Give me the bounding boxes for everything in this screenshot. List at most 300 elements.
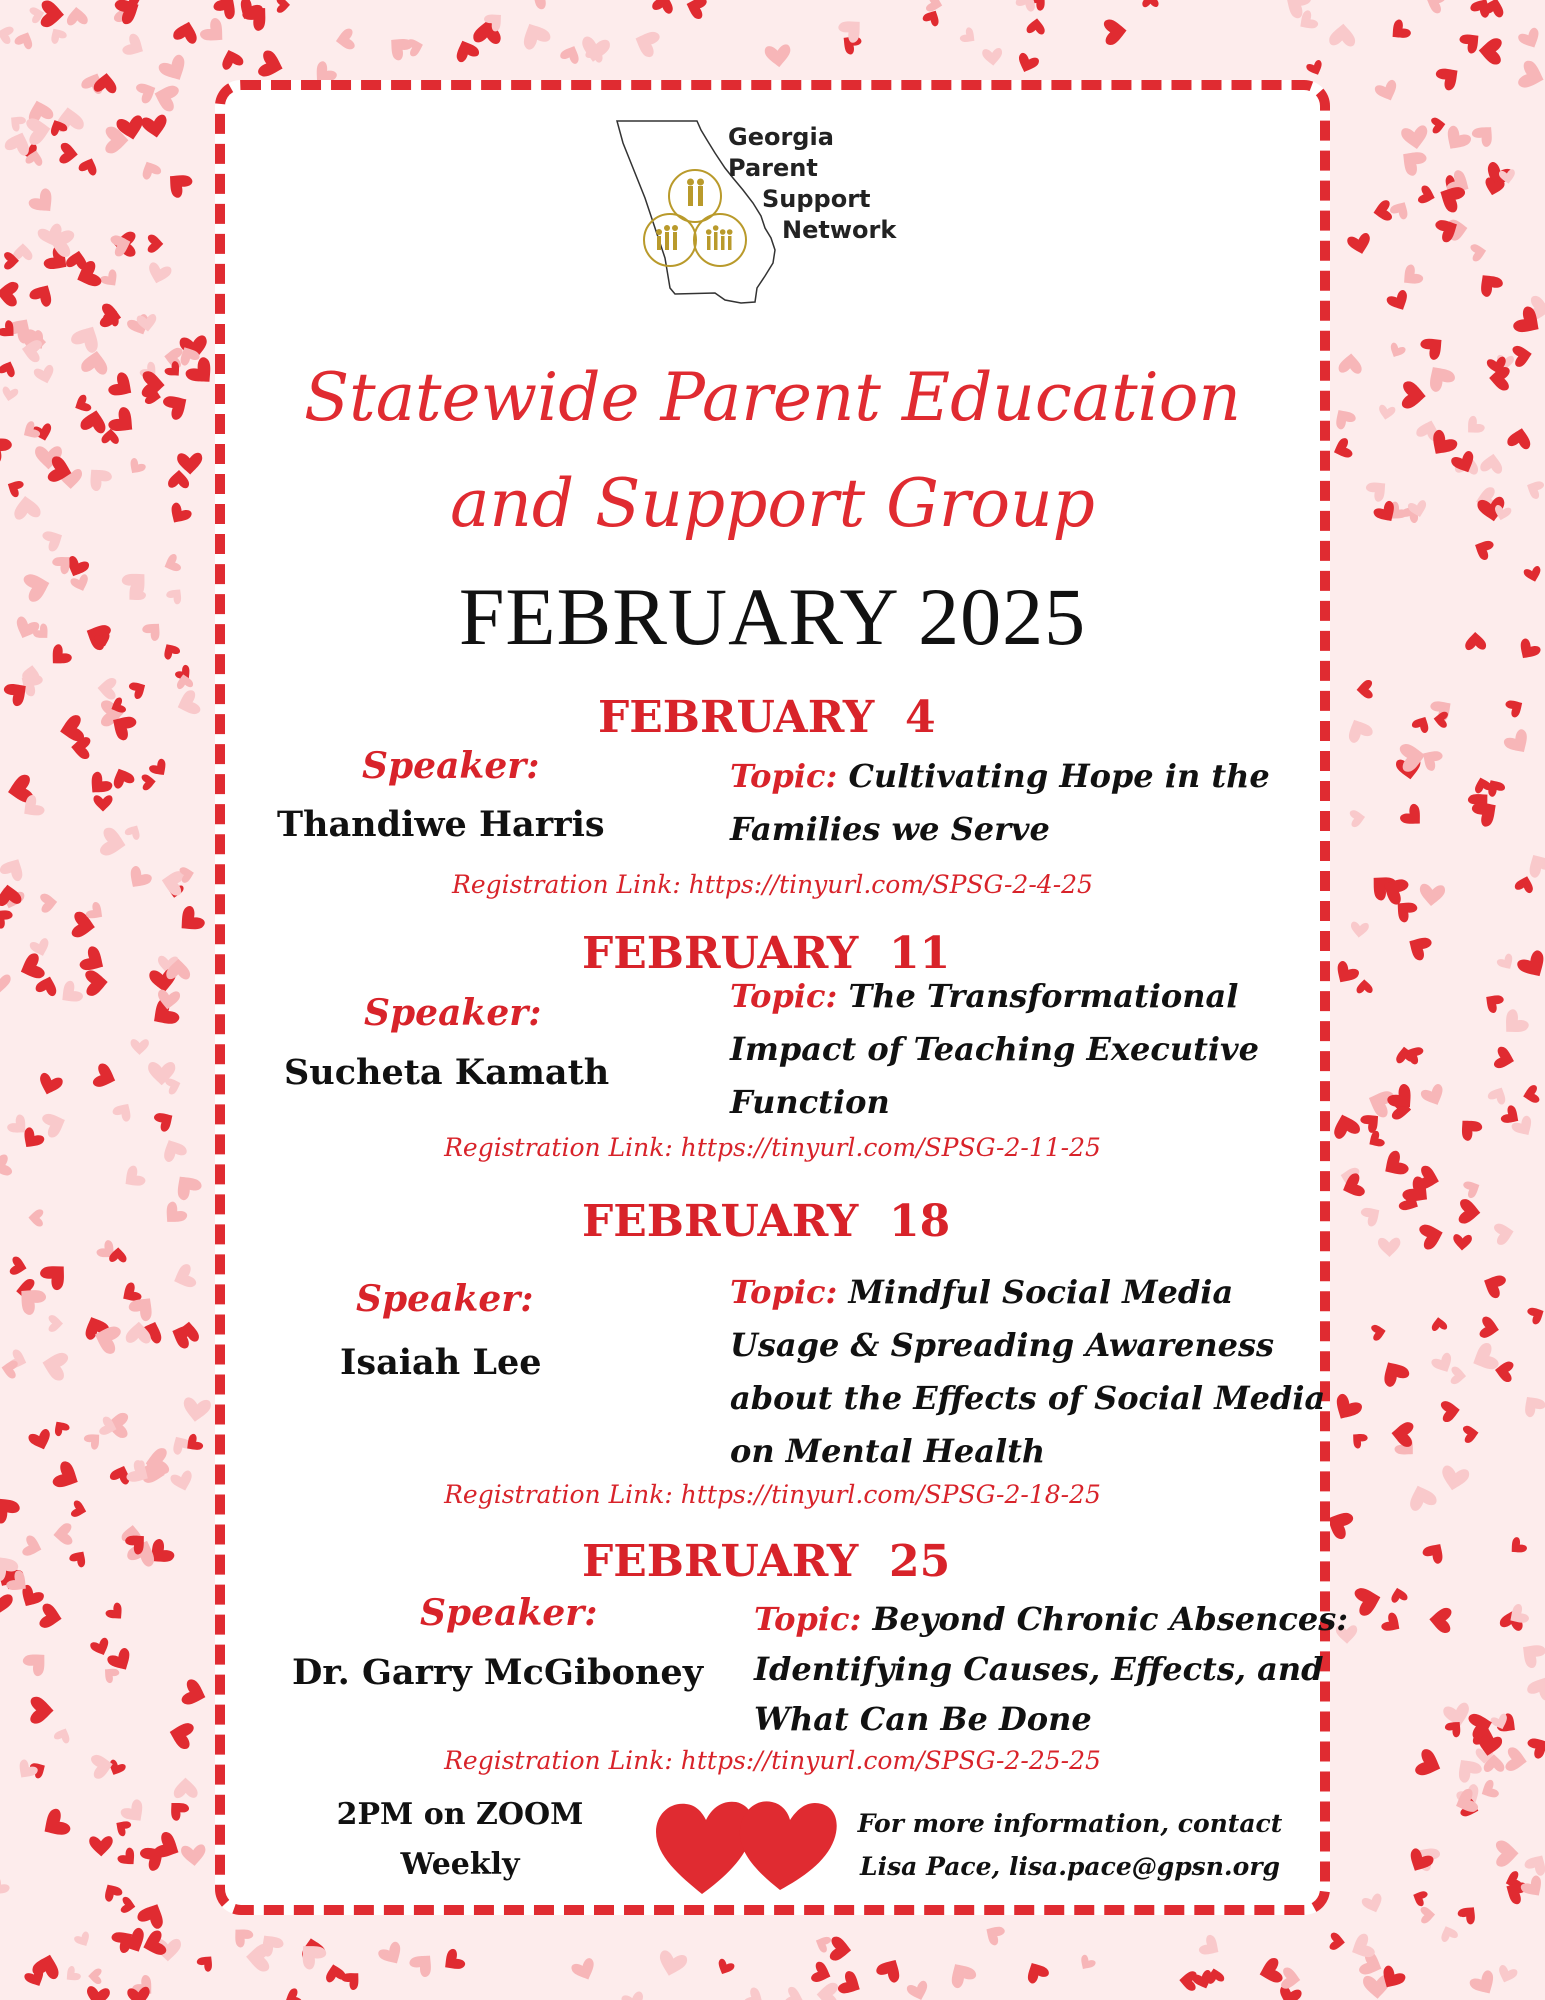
- confetti-heart-icon: [1399, 741, 1427, 772]
- confetti-heart-icon: [408, 1948, 439, 1979]
- confetti-heart-icon: [13, 1758, 39, 1783]
- confetti-heart-icon: [80, 349, 109, 375]
- speaker-name: Sucheta Kamath: [284, 1052, 610, 1093]
- confetti-heart-icon: [1515, 949, 1545, 984]
- org-name-line: Network: [782, 216, 897, 244]
- confetti-heart-icon: [1468, 1969, 1500, 2000]
- confetti-heart-icon: [1526, 1733, 1545, 1760]
- confetti-heart-icon: [1420, 1906, 1435, 1923]
- confetti-heart-icon: [1440, 1399, 1461, 1422]
- confetti-heart-icon: [277, 0, 291, 13]
- confetti-heart-icon: [124, 822, 144, 841]
- confetti-heart-icon: [1462, 415, 1486, 439]
- confetti-heart-icon: [1456, 1901, 1481, 1925]
- confetti-heart-icon: [559, 42, 583, 64]
- confetti-heart-icon: [1505, 1747, 1529, 1774]
- confetti-heart-icon: [19, 420, 41, 443]
- confetti-heart-icon: [1430, 1316, 1447, 1331]
- confetti-heart-icon: [141, 114, 170, 140]
- confetti-heart-icon: [1356, 680, 1373, 699]
- confetti-heart-icon: [1422, 360, 1457, 394]
- confetti-heart-icon: [55, 979, 84, 1009]
- confetti-heart-icon: [172, 19, 200, 45]
- confetti-heart-icon: [228, 1923, 254, 1949]
- confetti-heart-icon: [9, 1256, 28, 1277]
- confetti-heart-icon: [39, 1349, 69, 1382]
- confetti-heart-icon: [683, 0, 707, 20]
- confetti-heart-icon: [174, 689, 202, 719]
- confetti-heart-icon: [1434, 61, 1464, 92]
- confetti-heart-icon: [1354, 1584, 1384, 1617]
- confetti-heart-icon: [837, 13, 868, 44]
- confetti-heart-icon: [85, 969, 109, 996]
- topic-line: Beyond Chronic Absences:: [872, 1600, 1349, 1638]
- confetti-heart-icon: [23, 570, 54, 603]
- confetti-heart-icon: [631, 26, 661, 58]
- confetti-heart-icon: [0, 24, 14, 45]
- confetti-heart-icon: [198, 16, 230, 49]
- confetti-heart-icon: [53, 1523, 73, 1546]
- session-date: FEBRUARY 11: [582, 928, 951, 979]
- speaker-label: Speaker:: [362, 745, 540, 787]
- confetti-heart-icon: [93, 795, 112, 811]
- confetti-heart-icon: [1440, 124, 1473, 156]
- confetti-heart-icon: [656, 1949, 689, 1979]
- confetti-heart-icon: [1458, 1199, 1481, 1225]
- confetti-heart-icon: [816, 1982, 838, 2000]
- meeting-time-line: 2PM on ZOOM: [336, 1797, 584, 1832]
- confetti-heart-icon: [130, 1039, 149, 1055]
- session-date: FEBRUARY 18: [582, 1196, 951, 1247]
- confetti-heart-icon: [40, 892, 58, 913]
- confetti-heart-icon: [829, 1936, 852, 1962]
- confetti-heart-icon: [1331, 437, 1354, 462]
- confetti-heart-icon: [1378, 1238, 1401, 1258]
- confetti-heart-icon: [1470, 242, 1488, 262]
- confetti-heart-icon: [161, 553, 182, 575]
- confetti-heart-icon: [1343, 715, 1374, 745]
- confetti-heart-icon: [1453, 1234, 1472, 1251]
- organization-name: [728, 122, 896, 246]
- confetti-heart-icon: [1, 386, 19, 403]
- confetti-heart-icon: [82, 462, 113, 493]
- confetti-heart-icon: [21, 1646, 53, 1678]
- confetti-heart-icon: [153, 1107, 178, 1133]
- confetti-heart-icon: [1479, 1270, 1507, 1300]
- confetti-heart-icon: [982, 48, 1003, 67]
- confetti-heart-icon: [47, 24, 68, 45]
- confetti-heart-icon: [80, 408, 109, 434]
- confetti-heart-icon: [1517, 59, 1545, 92]
- session-topic: [730, 970, 1259, 1129]
- confetti-heart-icon: [1103, 18, 1127, 46]
- confetti-heart-icon: [1371, 1323, 1387, 1341]
- topic-line: Function: [730, 1083, 890, 1121]
- confetti-heart-icon: [1377, 404, 1396, 421]
- confetti-heart-icon: [1487, 1084, 1510, 1106]
- confetti-heart-icon: [1418, 1220, 1446, 1250]
- topic-line: on Mental Health: [730, 1432, 1046, 1470]
- confetti-heart-icon: [141, 617, 166, 642]
- confetti-heart-icon: [90, 1752, 114, 1779]
- confetti-heart-icon: [1493, 1221, 1515, 1246]
- confetti-heart-icon: [119, 1164, 147, 1193]
- confetti-heart-icon: [41, 1109, 69, 1139]
- confetti-heart-icon: [62, 1965, 82, 1985]
- confetti-heart-icon: [116, 1846, 140, 1870]
- confetti-heart-icon: [0, 280, 19, 307]
- confetti-heart-icon: [1496, 953, 1517, 974]
- confetti-heart-icon: [21, 1535, 44, 1560]
- confetti-heart-icon: [181, 1397, 211, 1424]
- confetti-heart-icon: [41, 0, 65, 28]
- confetti-heart-icon: [112, 1816, 132, 1837]
- confetti-heart-icon: [1402, 381, 1427, 410]
- confetti-heart-icon: [981, 1921, 1006, 1947]
- confetti-heart-icon: [141, 773, 156, 790]
- confetti-heart-icon: [1142, 0, 1158, 7]
- confetti-heart-icon: [159, 640, 181, 661]
- contact-line: For more information, contact: [857, 1809, 1283, 1838]
- confetti-heart-icon: [125, 457, 146, 478]
- confetti-heart-icon: [33, 364, 57, 386]
- confetti-heart-icon: [743, 1986, 768, 2000]
- session-topic: [730, 750, 1270, 856]
- confetti-heart-icon: [1438, 1923, 1459, 1943]
- confetti-heart-icon: [165, 584, 186, 605]
- confetti-heart-icon: [944, 1957, 978, 1990]
- confetti-heart-icon: [526, 0, 555, 11]
- confetti-heart-icon: [85, 1986, 110, 2000]
- confetti-heart-icon: [1454, 1113, 1483, 1142]
- confetti-heart-icon: [1356, 979, 1373, 993]
- confetti-heart-icon: [169, 1470, 195, 1494]
- confetti-heart-icon: [1478, 37, 1502, 64]
- confetti-heart-icon: [1428, 1607, 1451, 1634]
- confetti-heart-icon: [181, 1844, 207, 1867]
- confetti-heart-icon: [1026, 17, 1046, 35]
- confetti-heart-icon: [1361, 1893, 1386, 1916]
- confetti-heart-icon: [651, 0, 676, 15]
- confetti-heart-icon: [906, 1980, 931, 2000]
- confetti-heart-icon: [27, 187, 60, 219]
- confetti-heart-icon: [68, 1547, 90, 1569]
- speaker-name: Isaiah Lee: [340, 1342, 542, 1383]
- confetti-heart-icon: [1493, 1046, 1517, 1072]
- registration-link[interactable]: Registration Link: https://tinyurl.com/SPSG-2-25-25: [444, 1746, 1101, 1775]
- confetti-heart-icon: [875, 1954, 906, 1984]
- confetti-heart-icon: [517, 18, 552, 51]
- confetti-heart-icon: [36, 1072, 64, 1098]
- confetti-heart-icon: [1389, 198, 1413, 221]
- confetti-heart-icon: [1380, 1611, 1405, 1636]
- confetti-heart-icon: [100, 1880, 124, 1903]
- confetti-heart-icon: [1417, 185, 1437, 207]
- confetti-heart-icon: [1419, 331, 1449, 361]
- confetti-heart-icon: [1481, 989, 1505, 1014]
- confetti-heart-icon: [570, 1957, 599, 1984]
- topic-line: Mindful Social Media: [848, 1273, 1234, 1311]
- confetti-heart-icon: [0, 1153, 13, 1179]
- confetti-heart-icon: [157, 53, 192, 86]
- speaker-label: Speaker:: [420, 1592, 598, 1634]
- confetti-heart-icon: [73, 1931, 93, 1950]
- confetti-heart-icon: [1523, 565, 1543, 584]
- confetti-heart-icon: [621, 1991, 647, 2000]
- org-name-line: Georgia: [728, 123, 834, 151]
- confetti-heart-icon: [715, 1958, 736, 1978]
- confetti-heart-icon: [1387, 342, 1407, 361]
- confetti-heart-icon: [1331, 960, 1361, 989]
- confetti-heart-icon: [0, 904, 14, 930]
- confetti-heart-icon: [212, 0, 242, 21]
- confetti-heart-icon: [1338, 353, 1362, 374]
- confetti-heart-icon: [148, 235, 164, 253]
- confetti-heart-icon: [1399, 802, 1428, 831]
- confetti-heart-icon: [121, 32, 148, 61]
- confetti-heart-icon: [14, 29, 37, 50]
- confetti-heart-icon: [16, 952, 46, 984]
- confetti-heart-icon: [1365, 1130, 1386, 1152]
- confetti-heart-icon: [4, 477, 25, 499]
- confetti-heart-icon: [0, 1590, 14, 1617]
- confetti-heart-icon: [1496, 1840, 1519, 1867]
- org-name-line: Support: [762, 185, 871, 213]
- confetti-heart-icon: [97, 677, 117, 699]
- confetti-heart-icon: [1330, 404, 1357, 430]
- topic-line: Identifying Causes, Effects, and: [754, 1650, 1324, 1688]
- confetti-heart-icon: [26, 116, 53, 146]
- confetti-heart-icon: [1329, 1392, 1363, 1425]
- confetti-heart-icon: [51, 1460, 83, 1494]
- confetti-heart-icon: [162, 167, 194, 200]
- registration-link[interactable]: Registration Link: https://tinyurl.com/SPSG-2-18-25: [444, 1480, 1101, 1509]
- confetti-heart-icon: [1450, 1366, 1466, 1385]
- confetti-heart-icon: [1281, 1967, 1302, 1991]
- confetti-heart-icon: [1378, 1149, 1410, 1182]
- confetti-heart-icon: [1495, 1964, 1518, 1986]
- confetti-heart-icon: [107, 371, 138, 403]
- confetti-heart-icon: [45, 643, 73, 671]
- confetti-heart-icon: [1418, 883, 1445, 907]
- confetti-heart-icon: [1329, 1932, 1345, 1951]
- confetti-heart-icon: [135, 79, 160, 105]
- confetti-heart-icon: [1350, 921, 1369, 938]
- topic-line: What Can Be Done: [754, 1700, 1092, 1738]
- confetti-heart-icon: [1439, 1465, 1470, 1493]
- confetti-heart-icon: [1349, 809, 1366, 828]
- org-name-line: Parent: [728, 154, 818, 182]
- confetti-heart-icon: [6, 111, 27, 132]
- confetti-heart-icon: [12, 494, 41, 520]
- confetti-heart-icon: [170, 1169, 204, 1202]
- confetti-heart-icon: [53, 1725, 73, 1744]
- confetti-heart-icon: [1523, 849, 1545, 879]
- confetti-heart-icon: [837, 1970, 866, 2000]
- confetti-heart-icon: [92, 1062, 119, 1092]
- confetti-heart-icon: [1506, 1536, 1528, 1558]
- title-line-1: Statewide Parent Education: [303, 359, 1242, 436]
- confetti-heart-icon: [148, 758, 171, 781]
- confetti-heart-icon: [1478, 1779, 1500, 1802]
- confetti-heart-icon: [1420, 1083, 1448, 1110]
- speaker-label: Speaker:: [356, 1278, 534, 1320]
- confetti-heart-icon: [439, 1947, 467, 1976]
- confetti-heart-icon: [1329, 23, 1356, 47]
- confetti-heart-icon: [1390, 1421, 1413, 1448]
- confetti-heart-icon: [49, 1315, 63, 1332]
- confetti-heart-icon: [334, 28, 355, 51]
- topic-label: Topic:: [730, 1273, 838, 1311]
- confetti-heart-icon: [136, 1899, 169, 1931]
- confetti-heart-icon: [1022, 1958, 1050, 1985]
- topic-line: The Transformational: [848, 977, 1239, 1015]
- speaker-label: Speaker:: [364, 992, 542, 1034]
- confetti-heart-icon: [71, 394, 92, 416]
- confetti-heart-icon: [1077, 1954, 1097, 1974]
- confetti-heart-icon: [1405, 1481, 1438, 1512]
- registration-link[interactable]: Registration Link: https://tinyurl.com/SPSG-2-11-25: [444, 1133, 1101, 1162]
- confetti-heart-icon: [1471, 536, 1495, 561]
- title-line-2: and Support Group: [450, 465, 1095, 542]
- confetti-heart-icon: [1015, 52, 1041, 76]
- confetti-heart-icon: [1346, 232, 1373, 256]
- meeting-frequency: Weekly: [400, 1847, 520, 1882]
- speaker-name: Thandiwe Harris: [277, 804, 605, 845]
- confetti-heart-icon: [145, 261, 172, 286]
- confetti-heart-icon: [120, 1896, 136, 1914]
- confetti-heart-icon: [99, 303, 122, 329]
- confetti-heart-icon: [0, 430, 14, 466]
- confetti-heart-icon: [170, 1263, 197, 1292]
- confetti-heart-icon: [158, 1135, 188, 1163]
- confetti-heart-icon: [0, 974, 11, 992]
- confetti-heart-icon: [1256, 1957, 1283, 1987]
- confetti-heart-icon: [1518, 1390, 1545, 1418]
- confetti-heart-icon: [126, 1321, 152, 1343]
- session-topic: [754, 1594, 1348, 1744]
- confetti-heart-icon: [30, 1697, 54, 1724]
- meeting-time: [300, 1790, 620, 1890]
- confetti-heart-icon: [151, 81, 180, 113]
- confetti-heart-icon: [1330, 1111, 1362, 1140]
- confetti-heart-icon: [167, 1719, 195, 1750]
- confetti-heart-icon: [38, 1257, 73, 1292]
- confetti-heart-icon: [1198, 1933, 1225, 1960]
- topic-line: Usage & Spreading Awareness: [730, 1326, 1274, 1364]
- topic-label: Topic:: [730, 977, 838, 1015]
- confetti-heart-icon: [218, 47, 244, 71]
- confetti-heart-icon: [1395, 144, 1428, 177]
- confetti-heart-icon: [1473, 268, 1504, 299]
- hearts-icon: [650, 1790, 840, 1900]
- topic-line: about the Effects of Social Media: [730, 1379, 1326, 1417]
- confetti-heart-icon: [1470, 120, 1499, 149]
- confetti-heart-icon: [1523, 477, 1545, 500]
- confetti-heart-icon: [1400, 125, 1429, 151]
- confetti-heart-icon: [174, 1777, 198, 1798]
- confetti-heart-icon: [70, 1500, 88, 1520]
- confetti-heart-icon: [50, 1417, 71, 1437]
- confetti-heart-icon: [0, 1876, 11, 1900]
- confetti-heart-icon: [1397, 263, 1424, 291]
- confetti-heart-icon: [0, 1359, 18, 1379]
- session-topic: [730, 1266, 1325, 1478]
- confetti-heart-icon: [177, 453, 203, 475]
- speaker-name: Dr. Garry McGiboney: [292, 1652, 704, 1693]
- confetti-heart-icon: [37, 1807, 72, 1843]
- confetti-heart-icon: [59, 142, 79, 164]
- registration-link[interactable]: Registration Link: https://tinyurl.com/SPSG-2-4-25: [452, 870, 1093, 899]
- confetti-heart-icon: [1305, 59, 1325, 78]
- confetti-heart-icon: [173, 904, 206, 938]
- confetti-heart-icon: [111, 1099, 136, 1123]
- confetti-heart-icon: [159, 1200, 189, 1230]
- confetti-heart-icon: [810, 1961, 834, 1987]
- confetti-heart-icon: [181, 1678, 210, 1709]
- confetti-heart-icon: [1507, 426, 1534, 450]
- confetti-heart-icon: [1410, 1888, 1428, 1907]
- confetti-heart-icon: [0, 854, 29, 883]
- confetti-heart-icon: [1526, 1303, 1545, 1325]
- confetti-heart-icon: [128, 678, 150, 700]
- confetti-heart-icon: [1514, 637, 1542, 664]
- session-date: FEBRUARY 4: [598, 692, 936, 743]
- confetti-heart-icon: [1526, 1672, 1545, 1702]
- confetti-heart-icon: [257, 49, 286, 81]
- confetti-heart-icon: [1479, 1316, 1501, 1340]
- topic-line: Families we Serve: [730, 810, 1050, 848]
- topic-label: Topic:: [730, 757, 838, 795]
- contact-email-line[interactable]: Lisa Pace, lisa.pace@gpsn.org: [860, 1852, 1280, 1881]
- confetti-heart-icon: [1480, 452, 1505, 474]
- confetti-heart-icon: [138, 158, 162, 181]
- confetti-heart-icon: [1414, 1748, 1445, 1781]
- confetti-heart-icon: [959, 26, 979, 47]
- confetti-heart-icon: [1423, 0, 1447, 14]
- confetti-heart-icon: [1465, 632, 1486, 651]
- confetti-heart-icon: [377, 1940, 407, 1969]
- confetti-heart-icon: [1512, 343, 1534, 367]
- confetti-heart-icon: [1389, 1586, 1408, 1603]
- confetti-heart-icon: [99, 268, 122, 291]
- month-heading: FEBRUARY 2025: [458, 571, 1087, 662]
- confetti-heart-icon: [28, 280, 58, 309]
- confetti-heart-icon: [12, 615, 41, 642]
- confetti-heart-icon: [282, 1987, 303, 2000]
- confetti-heart-icon: [383, 31, 414, 62]
- confetti-heart-icon: [1519, 1874, 1545, 1902]
- confetti-heart-icon: [164, 1796, 190, 1822]
- confetti-heart-icon: [1431, 116, 1447, 134]
- confetti-heart-icon: [28, 1209, 43, 1227]
- confetti-heart-icon: [39, 1603, 64, 1631]
- confetti-heart-icon: [1385, 289, 1412, 315]
- confetti-heart-icon: [99, 827, 128, 859]
- confetti-heart-icon: [1374, 79, 1401, 105]
- confetti-heart-icon: [1365, 475, 1392, 503]
- confetti-heart-icon: [0, 1490, 22, 1525]
- confetti-heart-icon: [1377, 1356, 1411, 1389]
- confetti-heart-icon: [58, 714, 85, 744]
- confetti-heart-icon: [168, 470, 190, 489]
- confetti-heart-icon: [124, 864, 154, 893]
- confetti-heart-icon: [1348, 1428, 1369, 1449]
- confetti-heart-icon: [1463, 1424, 1480, 1443]
- confetti-heart-icon: [1502, 728, 1534, 759]
- confetti-heart-icon: [78, 155, 101, 176]
- confetti-heart-icon: [1421, 1538, 1449, 1565]
